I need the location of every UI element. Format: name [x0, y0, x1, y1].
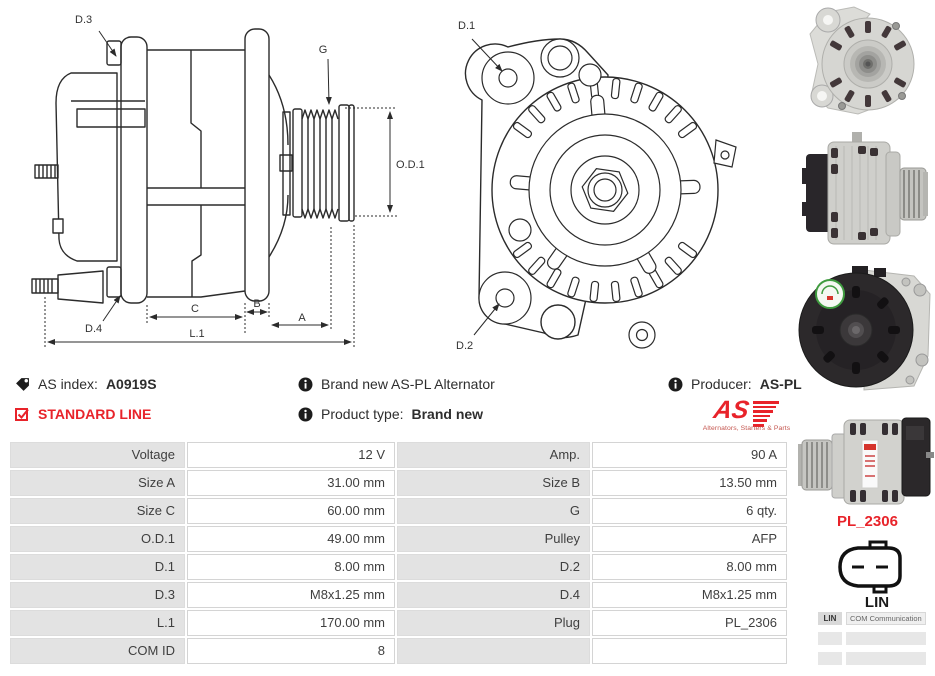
spec-label: Voltage	[10, 442, 185, 468]
spec-value: 13.50 mm	[592, 470, 787, 496]
spec-value: 6 qty.	[592, 498, 787, 524]
dim-label-a: A	[298, 312, 306, 324]
spec-label: Amp.	[397, 442, 590, 468]
spec-value: 31.00 mm	[187, 470, 395, 496]
dim-label-d3: D.3	[75, 14, 93, 26]
com-value: COM Communication	[846, 612, 926, 625]
dim-label-d2: D.2	[456, 340, 474, 352]
com-table	[818, 612, 930, 672]
dim-label-c: C	[191, 303, 199, 315]
photo-alternator-front[interactable]	[798, 4, 930, 120]
spec-value: 49.00 mm	[187, 526, 395, 552]
standard-line-label: STANDARD LINE	[38, 406, 152, 422]
as-index-value: A0919S	[105, 376, 157, 392]
photo-alternator-side-pulley-left[interactable]	[798, 406, 934, 512]
com-key	[818, 652, 842, 665]
spec-label: D.2	[397, 554, 590, 580]
dim-label-b: B	[253, 298, 261, 310]
front-view-drawing	[448, 5, 778, 360]
tag-icon	[15, 377, 30, 392]
com-key	[818, 632, 842, 645]
com-value	[846, 652, 926, 665]
as-pl-logo-text: AS	[711, 396, 752, 424]
spec-value: 8.00 mm	[187, 554, 395, 580]
spec-value: M8x1.25 mm	[187, 582, 395, 608]
checkbox-icon	[15, 407, 30, 422]
spec-value: PL_2306	[592, 610, 787, 636]
com-key: LIN	[818, 612, 842, 625]
spec-label: Size A	[10, 470, 185, 496]
com-table-row	[818, 612, 930, 625]
as-pl-logo-stripes	[753, 401, 779, 427]
info-icon	[298, 377, 313, 392]
spec-label: Size C	[10, 498, 185, 524]
producer-value: AS-PL	[759, 376, 802, 392]
spec-value: 8.00 mm	[592, 554, 787, 580]
photo-alternator-side-pulley-right[interactable]	[800, 124, 930, 258]
description-line	[298, 376, 495, 392]
spec-value: AFP	[592, 526, 787, 552]
dim-label-od1: O.D.1	[396, 159, 425, 171]
description-text: Brand new AS-PL Alternator	[321, 376, 495, 392]
spec-value: M8x1.25 mm	[592, 582, 787, 608]
com-table-row	[818, 652, 930, 665]
spec-value: 12 V	[187, 442, 395, 468]
product-line	[15, 406, 151, 422]
plug-connector-icon	[832, 540, 910, 594]
spec-value: 60.00 mm	[187, 498, 395, 524]
side-view-drawing	[5, 5, 445, 363]
plug-type-label: LIN	[864, 594, 890, 611]
product-type-label: Product type:	[321, 406, 404, 422]
info-icon	[298, 407, 313, 422]
spec-value: 8	[187, 638, 395, 664]
com-table-row	[818, 632, 930, 645]
product-type-line	[298, 406, 483, 422]
spec-label: L.1	[10, 610, 185, 636]
spec-value: 90 A	[592, 442, 787, 468]
plug-code: PL_2306	[837, 513, 898, 530]
spec-label: D.1	[10, 554, 185, 580]
spec-label: COM ID	[10, 638, 185, 664]
spec-label: D.3	[10, 582, 185, 608]
com-value	[846, 632, 926, 645]
spec-label: G	[397, 498, 590, 524]
photo-alternator-rear[interactable]	[794, 260, 935, 402]
as-index-label: AS index:	[38, 376, 98, 392]
dim-label-d1: D.1	[458, 20, 476, 32]
dim-label-d4: D.4	[85, 323, 103, 335]
dim-label-l1: L.1	[189, 328, 205, 340]
dim-label-g: G	[318, 44, 328, 56]
spec-value: 170.00 mm	[187, 610, 395, 636]
spec-table	[10, 442, 787, 664]
as-index-line	[15, 376, 157, 392]
spec-label: O.D.1	[10, 526, 185, 552]
as-pl-logo-tagline: Alternators, Starters & Parts	[702, 425, 791, 432]
spec-label	[397, 638, 590, 664]
spec-label: Size B	[397, 470, 590, 496]
spec-label: Pulley	[397, 526, 590, 552]
spec-value	[592, 638, 787, 664]
producer-line	[668, 376, 802, 392]
spec-label: D.4	[397, 582, 590, 608]
spec-label: Plug	[397, 610, 590, 636]
info-icon	[668, 377, 683, 392]
as-pl-logo	[694, 398, 799, 432]
product-type-value: Brand new	[411, 406, 484, 422]
producer-label: Producer:	[691, 376, 752, 392]
